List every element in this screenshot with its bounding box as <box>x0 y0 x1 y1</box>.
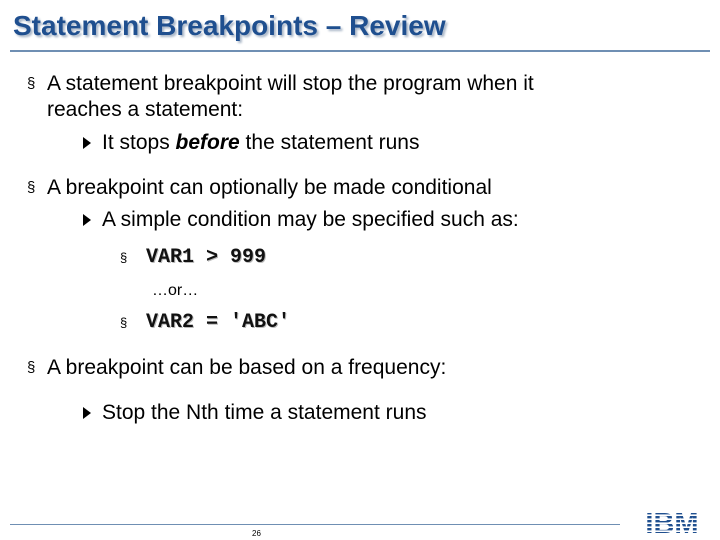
ibm-logo-text: IBM <box>645 508 699 536</box>
bullet-1-sub <box>102 131 419 155</box>
square-bullet-icon: § <box>27 359 36 376</box>
title-divider <box>10 50 710 52</box>
footer-divider <box>10 524 620 525</box>
arrow-bullet-icon <box>83 407 91 419</box>
bullet-3-sub: Stop the Nth time a statement runs <box>102 401 427 424</box>
bullet-2-sub: A simple condition may be specified such as: <box>102 208 519 231</box>
bullet-2-line-1: A breakpoint can optionally be made conditional <box>47 176 492 199</box>
slide-title: Statement Breakpoints – Review <box>13 10 446 41</box>
sub-text-emphasis: before <box>175 131 240 154</box>
code-condition-1: VAR1 > 999 <box>146 246 267 269</box>
ibm-logo <box>636 508 708 536</box>
square-bullet-icon: § <box>120 250 128 265</box>
square-bullet-icon: § <box>27 179 36 196</box>
square-bullet-icon: § <box>27 75 36 92</box>
bullet-3-line-1: A breakpoint can be based on a frequency: <box>47 356 447 379</box>
sub-text-suffix: the statement runs <box>239 131 420 154</box>
square-bullet-icon: § <box>120 315 128 330</box>
page-number: 26 <box>252 529 261 538</box>
bullet-1-line-1: A statement breakpoint will stop the program when it <box>47 72 534 95</box>
sub-text-prefix: It stops <box>102 131 176 154</box>
or-separator: …or… <box>152 282 199 299</box>
arrow-bullet-icon <box>83 214 91 226</box>
arrow-bullet-icon <box>83 137 91 149</box>
bullet-1-line-2: reaches a statement: <box>47 98 244 121</box>
code-condition-2: VAR2 = 'ABC' <box>146 311 291 334</box>
